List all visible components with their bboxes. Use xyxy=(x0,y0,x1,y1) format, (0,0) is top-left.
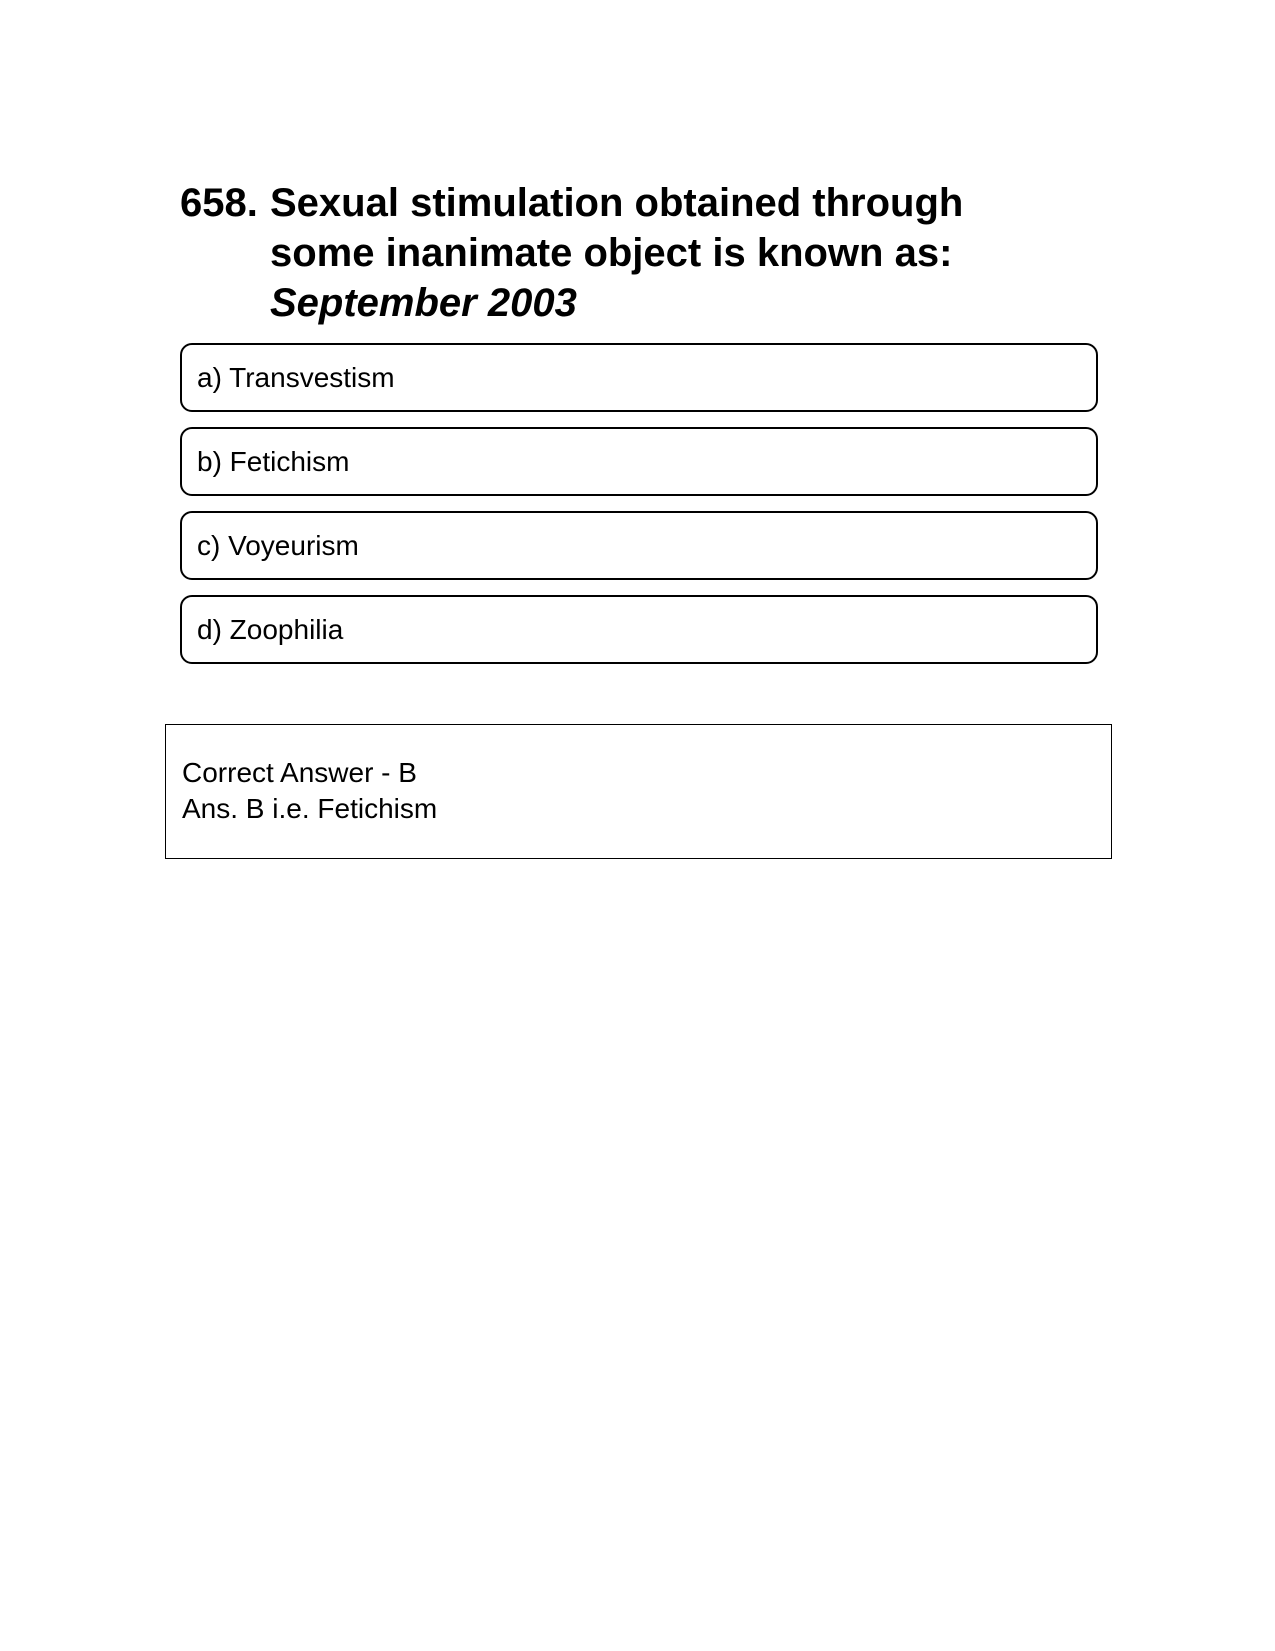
correct-answer: Correct Answer - B xyxy=(182,757,417,788)
options-list xyxy=(180,343,1098,679)
option-d-label: d) Zoophilia xyxy=(197,613,344,645)
option-a[interactable] xyxy=(180,343,1098,412)
option-a-label: a) Transvestism xyxy=(197,361,395,393)
option-c[interactable] xyxy=(180,511,1098,580)
option-c-label: c) Voyeurism xyxy=(197,529,359,561)
question-number: 658. xyxy=(180,181,258,225)
option-b-label: b) Fetichism xyxy=(197,445,350,477)
question-date: September 2003 xyxy=(270,281,577,325)
question-text-line-2: some inanimate object is known as: xyxy=(270,231,953,275)
question-text-line-1: Sexual stimulation obtained through xyxy=(270,181,964,225)
option-b[interactable] xyxy=(180,427,1098,496)
question-body xyxy=(270,178,1060,328)
answer-explanation: Ans. B i.e. Fetichism xyxy=(182,793,438,824)
option-d[interactable] xyxy=(180,595,1098,664)
answer-box xyxy=(165,724,1112,859)
question-block xyxy=(180,178,1060,328)
